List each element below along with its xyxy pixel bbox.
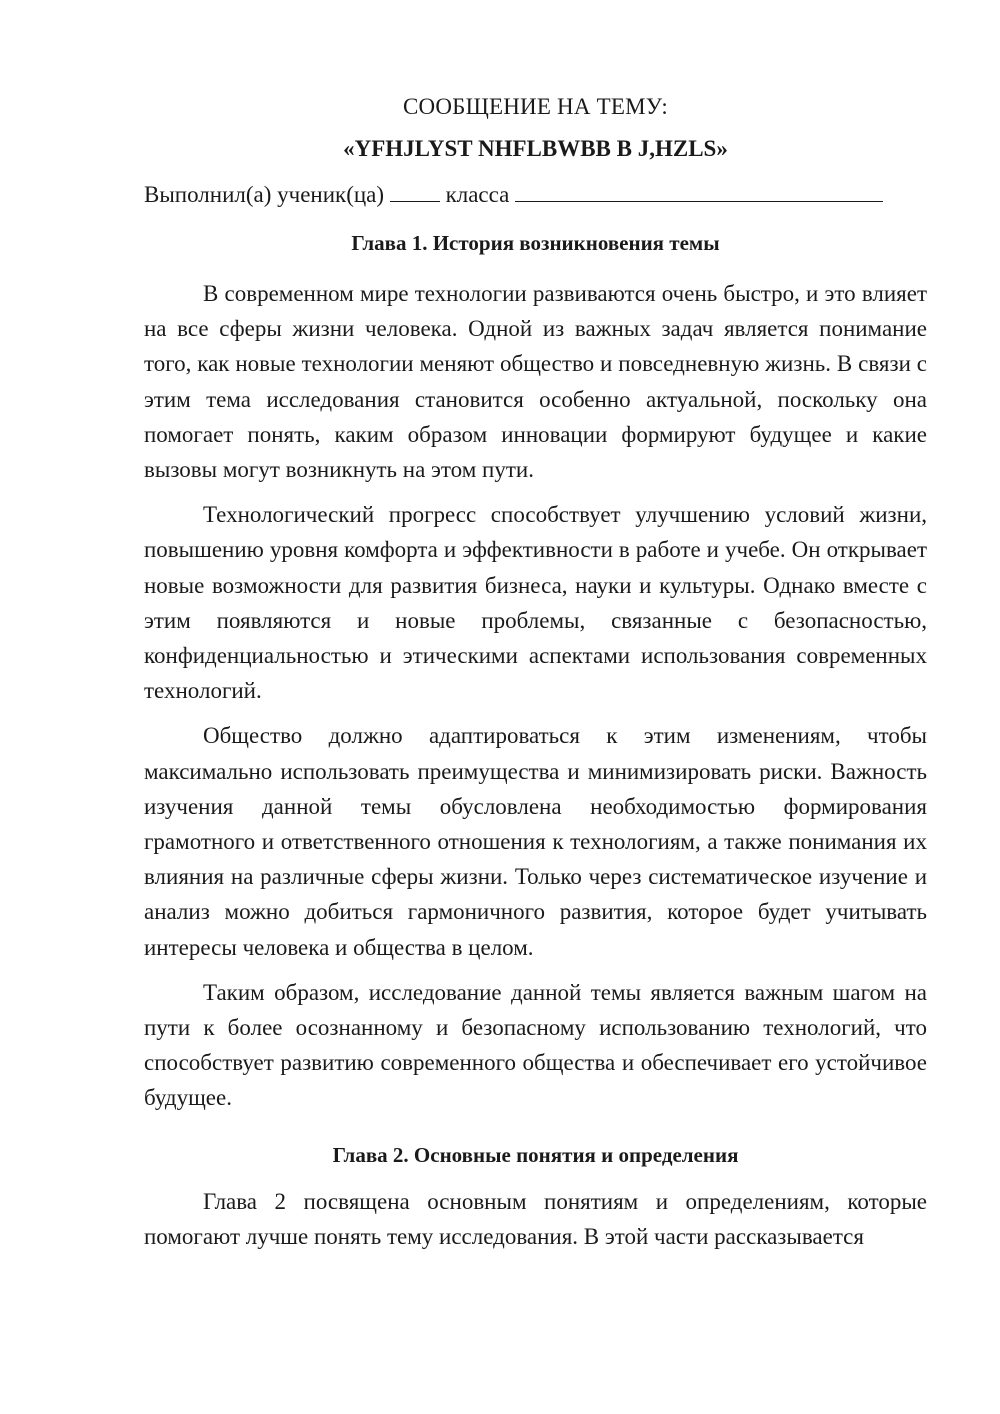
chapter-1-paragraph-3: Общество должно адаптироваться к этим изменениям, чтобы максимально использовать преимущества и минимизировать риски. Важность изучения данной темы обусловлена необходимостью формирования грамотного и ответственного отношения к технологиям, а также понимания их влияния на различные сферы жизни. Только через систематическое изучение и анализ можно добиться гармоничного развития, которое будет учитывать интересы человека и общества в целом. — [144, 723, 927, 960]
title-line-2: «YFHJLYST NHFLBWBB B J,HZLS» — [343, 136, 728, 161]
chapter-1-paragraph-4: Таким образом, исследование данной темы является важным шагом на пути к более осознанному и безопасному использованию технологий, что способствует развитию современного общества и обеспечивает его устойчивое будущее. — [144, 979, 927, 1111]
page-content — [144, 90, 927, 1254]
chapter-1-paragraph-1: В современном мире технологии развиваются очень быстро, и это влияет на все сферы жизни человека. Одной из важных задач является понимание того, как новые технологии меняют общество и повседневную жизнь. В связи с этим тема исследования становится особенно актуальной, поскольку она помогает понять, каким образом инновации формируют будущее и какие вызовы могут возникнуть на этом пути. — [144, 281, 927, 483]
chapter-1-title: Глава 1. История возникновения темы — [351, 231, 720, 255]
performer-line — [144, 178, 927, 212]
title-line-1: СООБЩЕНИЕ НА ТЕМУ: — [403, 94, 668, 119]
chapter-1-paragraph-2: Технологический прогресс способствует улучшению условий жизни, повышению уровня комфорта и эффективности в работе и учебе. Он открывает новые возможности для развития бизнеса, науки и культуры. Однако вместе с этим появляются и новые проблемы, связанные с безопасностью, конфиденциальностью и этическими аспектами использования современных технологий. — [144, 502, 927, 704]
chapter-2-title: Глава 2. Основные понятия и определения — [332, 1142, 739, 1167]
performer-prefix: Выполнил(а) ученик(ца) — [144, 182, 390, 207]
class-number-blank — [390, 179, 440, 202]
chapter-2-paragraph-1: Глава 2 посвящена основным понятиям и определениям, которые помогают лучше понять тему исследования. В этой части рассказывается — [144, 1188, 927, 1249]
student-name-blank — [515, 179, 883, 202]
performer-class-label: класса — [439, 182, 516, 207]
